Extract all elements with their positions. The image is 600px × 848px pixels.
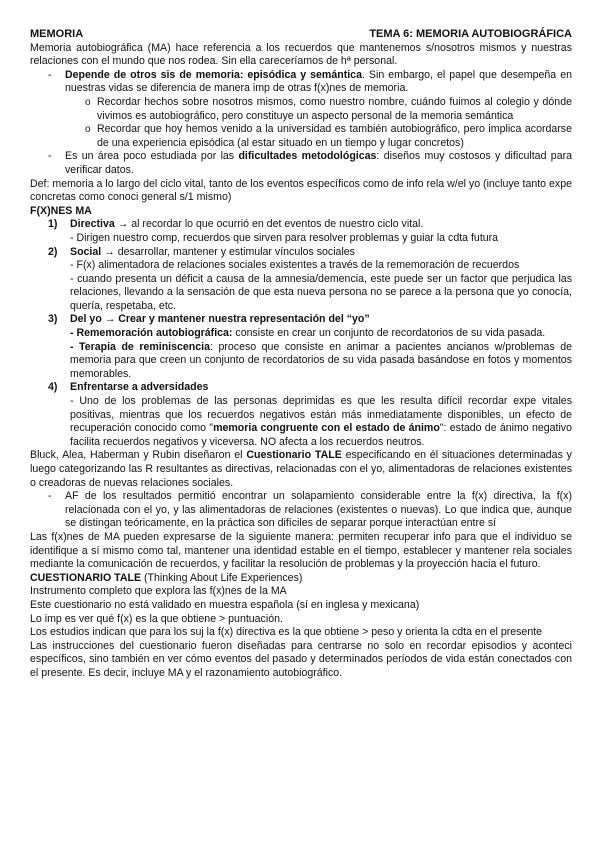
- function-1-text: → al recordar lo que ocurrió en det eventos de nuestro ciclo vital.: [114, 218, 424, 231]
- header-right: TEMA 6: MEMORIA AUTOBIOGRÁFICA: [369, 28, 572, 40]
- function-3-sub1-text: consiste en crear un conjunto de recordatorios de su vida pasada.: [232, 327, 546, 340]
- function-4-sub1-a: - Uno de los problemas de las personas deprimidas es que les resulta difícil recordar expe vitales positivas, mientras que los recuerdos negativos están más inmediatamente disponibles, un efecto de recuperación conocido como ": [70, 395, 572, 435]
- bullet-depende-bold: Depende de otros sis de memoria: episódica y semántica: [65, 68, 362, 81]
- function-3: [30, 313, 572, 327]
- bullet-area-bold: dificultades metodológicas: [238, 150, 377, 163]
- function-4: [30, 381, 572, 395]
- sub-bullet-2: o Recordar que hoy hemos venido a la universidad es también autobiográfico, pero implica acordarse de una experiencia episódica (al estar situado en un tiempo y lugar concretos): [30, 123, 572, 150]
- bullet-depende-text: . Sin embargo, el papel que desempeña en nuestras vidas se diferencia de manera imp de otras f(x)nes de memoria.: [65, 68, 572, 95]
- function-3-number: 3): [48, 313, 58, 326]
- tale-title: [30, 572, 572, 586]
- function-3-sub1-bold: - Rememoración autobiográfica:: [70, 327, 233, 340]
- tale-title-rest: (Thinking About Life Experiences): [141, 571, 303, 584]
- bluck-bold: Cuestionario TALE: [246, 449, 342, 462]
- header-left: MEMORIA: [30, 28, 84, 40]
- function-1-number: 1): [48, 218, 58, 231]
- function-3-sub2-text: : proceso que consiste en animar a pacientes ancianos w/problemas de memoria para que creen un conjunto de recordatorios de su vida pasada basándose en fotos y momentos memorables.: [70, 340, 572, 380]
- function-2-text: → desarrollar, mantener y estimular vínculos sociales: [101, 245, 355, 258]
- function-3-sub2: [30, 341, 572, 382]
- tale-line-1: Instrumento completo que explora las f(x)nes de la MA: [30, 585, 287, 598]
- bullet-area: [30, 150, 572, 177]
- function-4-number: 4): [48, 381, 58, 394]
- las-fxnes-paragraph: Las f(x)nes de MA pueden expresarse de la siguiente manera: permiten recuperar info para que el individuo se identifique a sí mismo como tal, mantener una identidad estable en el tiempo, establecer y mantener rela sociales mediante la comunicación de recuerdos, y facilitar la resolución de problemas y la proyección hacia el futuro.: [30, 530, 572, 571]
- function-1-title: Directiva: [70, 218, 115, 231]
- fxnes-title: [30, 205, 572, 219]
- tale-title-bold: CUESTIONARIO TALE: [30, 571, 142, 584]
- bullet-area-post: : diseños muy costosos y dificultad para verificar datos.: [65, 150, 572, 176]
- bluck-paragraph: [30, 449, 572, 490]
- function-3-sub1: [30, 327, 572, 341]
- bullet-depende: [30, 69, 572, 151]
- sub-bullet-1: o Recordar hechos sobre nosotros mismos, como nuestro nombre, cuándo fuimos al colegio y dónde vivimos es autobiográfico, pero constituye un aspecto personal de la memoria semántica: [30, 96, 572, 123]
- tale-line-4: Los estudios indican que para los suj la f(x) directiva es la que obtiene > peso y orienta la cdta en el presente: [30, 626, 543, 639]
- fxnes-title-text: F(X)NES MA: [30, 204, 92, 217]
- page-header: [30, 28, 572, 42]
- definition: Def: memoria a lo largo del ciclo vital, tanto de los eventos específicos como de info rela w/el yo (incluye tanto expe concretas como conoci general s/1 mismo): [30, 177, 572, 204]
- bluck-pre: Bluck, Alea, Haberman y Rubin diseñaron el: [30, 449, 247, 462]
- tale-line-5: Las instrucciones del cuestionario fueron diseñadas para centrarse no solo en recordar episodios y aconteci específicos, sino también en ver cómo eventos del pasado y determinados períodos de vida están conectados con el presente. Es decir, incluye MA y el razonamiento autobiográfico.: [30, 639, 572, 679]
- function-4-sub1-c: ": estado de ánimo negativo facilita recuerdos negativos y viceversa. NO afecta a los recuerdos neutros.: [70, 422, 572, 448]
- function-4-sub1: [30, 395, 572, 449]
- function-2-sub2: - cuando presenta un déficit a causa de la amnesia/demencia, este puede ser un factor que perjudica las relaciones, llevando a la sensación de que esta nueva persona no se parece a la persona que yo conocía, quería, respetaba, etc.: [70, 272, 572, 312]
- bluck-post: especificando en él situaciones determinadas y luego categorizando las R resultantes as directivas, relacionadas con el yo, alimentadoras de relaciones existentes o creadoras de nuevas relaciones sociales.: [30, 449, 572, 489]
- function-1-sub: - Dirigen nuestro comp, recuerdos que sirven para resolver problemas y guiar la cdta futura: [70, 231, 499, 244]
- tale-line-3: Lo imp es ver qué f(x) es la que obtiene > puntuación.: [30, 612, 283, 625]
- intro-bullets: [30, 69, 572, 178]
- function-2-number: 2): [48, 245, 58, 258]
- function-4-sub1-bold: memoria congruente con el estado de ánimo: [213, 422, 440, 435]
- function-2-sub1: - F(x) alimentadora de relaciones sociales existentes a través de la rememoración de recuerdos: [70, 259, 520, 272]
- function-3-title: Del yo → Crear y mantener nuestra representación del “yo”: [70, 313, 370, 326]
- function-4-title: Enfrentarse a adversidades: [70, 381, 209, 394]
- bullet-af: - AF de los resultados permitió encontrar un solapamiento considerable entre la f(x) directiva, la f(x) relacionada con el yo, y las alimentadoras de relaciones (existentes o nuevas). Lo que indica que, aunque se distingan teóricamente, en la práctica son difíciles de separar porque interactúan entre sí: [30, 490, 572, 531]
- tale-line-2: Este cuestionario no está validado en muestra española (sí en inglesa y mexicana): [30, 598, 420, 611]
- sub-bullets: [30, 96, 572, 150]
- function-2: [30, 246, 572, 260]
- function-3-sub2-bold: - Terapia de reminiscencia: [70, 340, 210, 353]
- intro-paragraph: Memoria autobiográfica (MA) hace referencia a los recuerdos que mantenemos s/nosotros mismos y nuestras relaciones con el mundo que nos rodea. Sin ella careceríamos de hª personal.: [30, 41, 572, 68]
- function-2-title: Social: [70, 245, 102, 258]
- af-bullets: [30, 490, 572, 531]
- bullet-area-pre: Es un área poco estudiada por las: [65, 150, 239, 163]
- function-1: [30, 218, 572, 232]
